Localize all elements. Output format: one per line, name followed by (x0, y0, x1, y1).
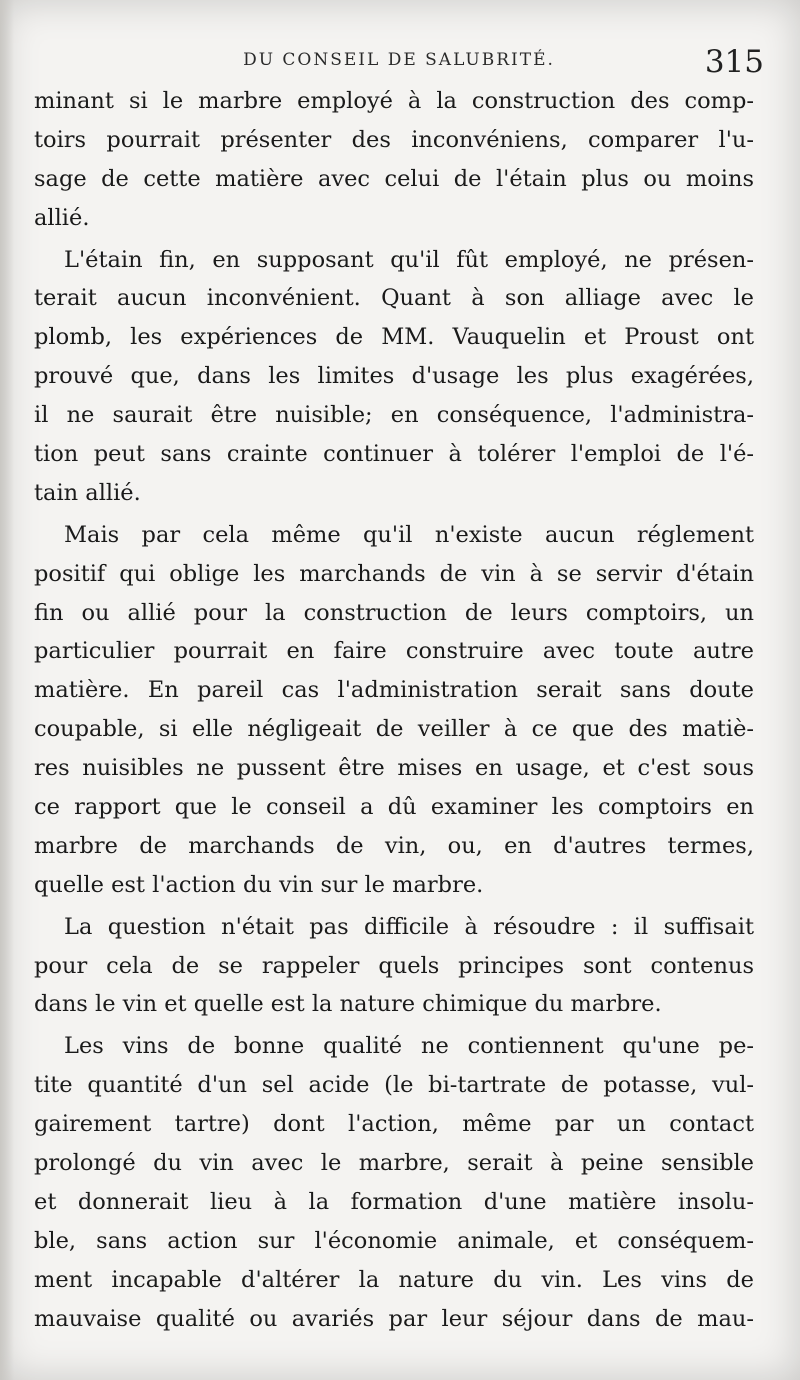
text-line: prouvé que, dans les limites d'usage les plus exagérées, (34, 363, 754, 390)
text-line: allié. (34, 204, 90, 231)
text-line: marbre de marchands de vin, ou, en d'autres termes, (34, 832, 754, 859)
text-line: particulier pourrait en faire construire avec toute autre (34, 638, 754, 665)
paragraph (34, 908, 754, 1025)
text-line: terait aucun inconvénient. Quant à son alliage avec le (34, 285, 754, 312)
paragraph (34, 82, 754, 238)
text-line: prolongé du vin avec le marbre, serait à peine sensible (34, 1150, 754, 1177)
text-line: dans le vin et quelle est la nature chimique du marbre. (34, 991, 662, 1018)
text-line: positif qui oblige les marchands de vin à se servir d'étain (34, 560, 754, 587)
text-line: ment incapable d'altérer la nature du vin. Les vins de (34, 1266, 754, 1293)
text-line: gairement tartre) dont l'action, même par un contact (34, 1111, 754, 1138)
text-line: plomb, les expériences de MM. Vauquelin et Proust ont (34, 324, 754, 351)
text-line: matière. En pareil cas l'administration serait sans doute (34, 677, 754, 704)
text-line: La question n'était pas difficile à résoudre : il suffisait (64, 913, 754, 940)
text-line: tain allié. (34, 479, 141, 506)
text-line: coupable, si elle négligeait de veiller à ce que des matiè- (34, 716, 754, 743)
text-line: ble, sans action sur l'économie animale, et conséquem- (34, 1227, 754, 1254)
text-line: sage de cette matière avec celui de l'étain plus ou moins (34, 165, 754, 192)
text-line: ce rapport que le conseil a dû examiner les comptoirs en (34, 794, 754, 821)
text-line: pour cela de se rappeler quels principes sont contenus (34, 952, 754, 979)
text-line: toirs pourrait présenter des inconvéniens, comparer l'u- (34, 126, 754, 153)
body-text (34, 82, 754, 1339)
text-line: mauvaise qualité ou avariés par leur séjour dans de mau- (34, 1305, 754, 1332)
text-line: il ne saurait être nuisible; en conséquence, l'administra- (34, 402, 754, 429)
page-number: 315 (704, 44, 764, 80)
paragraph (34, 516, 754, 905)
text-line: et donnerait lieu à la formation d'une matière insolu- (34, 1188, 754, 1215)
text-line: tite quantité d'un sel acide (le bi-tartrate de potasse, vul- (34, 1072, 754, 1099)
text-line: minant si le marbre employé à la construction des comp- (34, 88, 754, 114)
page-gutter-shadow (0, 0, 14, 1380)
text-line: L'étain fin, en supposant qu'il fût employé, ne présen- (64, 246, 754, 273)
paragraph (34, 241, 754, 513)
text-line: Les vins de bonne qualité ne contiennent qu'une pe- (64, 1033, 754, 1060)
text-line: Mais par cela même qu'il n'existe aucun réglement (64, 521, 754, 548)
running-title: DU CONSEIL DE SALUBRITÉ. (243, 50, 555, 70)
text-line: tion peut sans crainte continuer à tolérer l'emploi de l'é- (34, 441, 754, 468)
paragraph (34, 1027, 754, 1338)
running-head (34, 44, 764, 84)
text-line: fin ou allié pour la construction de leurs comptoirs, un (34, 599, 754, 626)
text-line: res nuisibles ne pussent être mises en usage, et c'est sous (34, 755, 754, 782)
text-line: quelle est l'action du vin sur le marbre. (34, 871, 484, 898)
